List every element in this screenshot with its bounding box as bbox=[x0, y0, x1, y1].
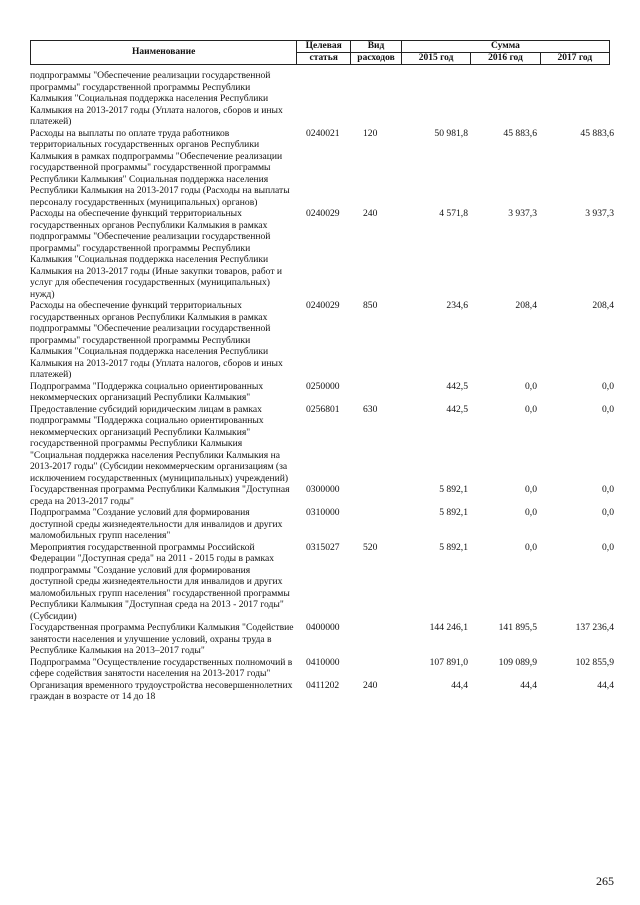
row-sum-2017: 0,0 bbox=[602, 403, 614, 415]
table-row bbox=[30, 680, 614, 703]
row-name: Государственная программа Республики Калмыкия "Доступная среда на 2013-2017 годы" bbox=[30, 484, 290, 507]
row-sum-2016: 0,0 bbox=[525, 507, 537, 518]
table-row bbox=[30, 128, 614, 209]
row-sum-2017: 0,0 bbox=[602, 484, 614, 495]
row-name: Расходы на выплаты по оплате труда работников территориальных государственных органов Республики Калмыкия в рамках подпрограммы "Обеспечение реализации государственной программы" государственной программы Республики Калмыкия" Социальная поддержка населения Республики Калмыкия на 2013-2017 годы (Расходы на выплаты персоналу государственных (муниципальных) органов) bbox=[30, 127, 290, 208]
row-sum-2015: 234,6 bbox=[446, 300, 468, 311]
row-sum-2017: 3 937,3 bbox=[585, 208, 614, 219]
row-name: Подпрограмма "Осуществление государственных полномочий в сфере содействия занятости населения на 2013-2017 годы" bbox=[30, 656, 293, 679]
row-sum-2017: 208,4 bbox=[592, 300, 614, 311]
row-sum-2015: 5 892,1 bbox=[439, 541, 468, 553]
row-sum-2015: 107 891,0 bbox=[429, 656, 468, 668]
header-sum: Сумма bbox=[401, 41, 609, 53]
table-row bbox=[30, 381, 614, 404]
row-sum-2017: 45 883,6 bbox=[580, 127, 614, 139]
row-expense-kind: 240 bbox=[363, 679, 378, 691]
row-name: Подпрограмма "Поддержка социально ориентированных некоммерческих организаций Республики Калмыкия" bbox=[30, 380, 264, 403]
page-number: 265 bbox=[596, 874, 614, 888]
table-row bbox=[30, 542, 614, 623]
row-target-article: 0240021 bbox=[306, 127, 340, 139]
row-expense-kind: 120 bbox=[363, 127, 378, 139]
row-sum-2016: 141 895,5 bbox=[498, 622, 537, 633]
row-sum-2015: 4 571,8 bbox=[439, 208, 468, 219]
row-target-article: 0310000 bbox=[306, 507, 340, 518]
row-name: Предоставление субсидий юридическим лицам в рамках подпрограммы "Поддержка социально ориентированных некоммерческих организаций Республики Калмыкия" государственной программы Республики Калмыкия "Социальная поддержка населения Республики Калмыкия на 2013-2017 годы" (Субсидии некоммерческим организациям (за исключением государственных (муниципальных) учреждений) bbox=[30, 403, 289, 484]
table-header bbox=[30, 40, 610, 65]
header-year-2015: 2015 год bbox=[401, 53, 470, 65]
row-expense-kind: 850 bbox=[363, 300, 378, 311]
row-sum-2015: 442,5 bbox=[446, 403, 468, 415]
table-row bbox=[30, 507, 614, 542]
row-target-article: 0300000 bbox=[306, 484, 340, 495]
row-name: подпрограммы "Обеспечение реализации государственной программы" государственной программы Республики Калмыкия "Социальная поддержка населения Республики Калмыкия на 2013-2017 годы (Уплата налогов, сборов и иных платежей) bbox=[30, 70, 283, 127]
row-sum-2017: 137 236,4 bbox=[575, 622, 614, 633]
table-row bbox=[30, 657, 614, 680]
header-year-2016: 2016 год bbox=[471, 53, 540, 65]
row-sum-2016: 0,0 bbox=[525, 484, 537, 495]
row-sum-2017: 0,0 bbox=[602, 380, 614, 392]
row-sum-2015: 5 892,1 bbox=[439, 484, 468, 495]
row-sum-2017: 0,0 bbox=[602, 541, 614, 553]
row-sum-2017: 102 855,9 bbox=[575, 656, 614, 668]
row-sum-2016: 44,4 bbox=[520, 679, 537, 691]
table-row bbox=[30, 70, 614, 128]
row-target-article: 0240029 bbox=[306, 300, 340, 311]
table-row bbox=[30, 208, 614, 300]
table-row bbox=[30, 484, 614, 507]
row-expense-kind: 520 bbox=[363, 541, 378, 553]
row-target-article: 0400000 bbox=[306, 622, 340, 633]
header-article-2: статья bbox=[297, 53, 351, 65]
header-year-2017: 2017 год bbox=[540, 53, 609, 65]
row-expense-kind: 630 bbox=[363, 403, 378, 415]
table-row bbox=[30, 404, 614, 485]
row-sum-2016: 0,0 bbox=[525, 541, 537, 553]
row-sum-2015: 50 981,8 bbox=[434, 127, 468, 139]
row-sum-2016: 109 089,9 bbox=[498, 656, 537, 668]
row-sum-2016: 45 883,6 bbox=[503, 127, 537, 139]
table-row bbox=[30, 300, 614, 381]
row-target-article: 0410000 bbox=[306, 656, 340, 668]
row-name: Мероприятия государственной программы Российской Федерации "Доступная среда" на 2011 - 2015 годы в рамках подпрограммы "Создание условий для формирования доступной среды жизнедеятельности для инвалидов и других маломобильных групп населения" государственной программы Республики Калмыкия "Доступная среда на 2013 - 2017 годы" (Субсидии) bbox=[30, 541, 290, 622]
row-sum-2017: 0,0 bbox=[602, 507, 614, 518]
row-target-article: 0250000 bbox=[306, 380, 340, 392]
row-name: Государственная программа Республики Калмыкия "Содействие занятости населения и улучшение условий, охраны труда в Республике Калмыкия на 2013–2017 годы" bbox=[30, 622, 294, 656]
header-kind-2: расходов bbox=[351, 53, 402, 65]
header-kind-1: Вид bbox=[351, 41, 402, 53]
row-name: Организация временного трудоустройства несовершеннолетних граждан в возрасте от 14 до 18 bbox=[30, 679, 293, 702]
row-sum-2015: 442,5 bbox=[446, 380, 468, 392]
table-row bbox=[30, 622, 614, 657]
row-name: Подпрограмма "Создание условий для формирования доступной среды жизнедеятельности для инвалидов и других маломобильных групп населения" bbox=[30, 507, 283, 541]
row-sum-2015: 144 246,1 bbox=[429, 622, 468, 633]
header-article-1: Целевая bbox=[297, 41, 351, 53]
row-sum-2015: 5 892,1 bbox=[439, 507, 468, 518]
row-target-article: 0411202 bbox=[306, 679, 340, 691]
row-sum-2016: 3 937,3 bbox=[508, 208, 537, 219]
row-target-article: 0240029 bbox=[306, 208, 340, 219]
row-sum-2016: 0,0 bbox=[525, 380, 537, 392]
row-sum-2017: 44,4 bbox=[597, 679, 614, 691]
row-target-article: 0315027 bbox=[306, 541, 340, 553]
row-sum-2016: 208,4 bbox=[515, 300, 537, 311]
row-sum-2015: 44,4 bbox=[451, 679, 468, 691]
table-body bbox=[30, 70, 614, 703]
row-expense-kind: 240 bbox=[363, 208, 378, 219]
row-name: Расходы на обеспечение функций территориальных государственных органов Республики Калмыкия в рамках подпрограммы "Обеспечение реализации государственной программы" государственной программы Республики Калмыкия "Социальная поддержка населения Республики Калмыкия на 2013-2017 годы (Иные закупки товаров, работ и услуг для обеспечения государственных (муниципальных) нужд) bbox=[30, 208, 283, 300]
row-target-article: 0256801 bbox=[306, 403, 340, 415]
row-sum-2016: 0,0 bbox=[525, 403, 537, 415]
header-name: Наименование bbox=[31, 41, 297, 65]
row-name: Расходы на обеспечение функций территориальных государственных органов Республики Калмыкия в рамках подпрограммы "Обеспечение реализации государственной программы" государственной программы Республики Калмыкия "Социальная поддержка населения Республики Калмыкия на 2013-2017 годы (Уплата налогов, сборов и иных платежей) bbox=[30, 300, 283, 380]
